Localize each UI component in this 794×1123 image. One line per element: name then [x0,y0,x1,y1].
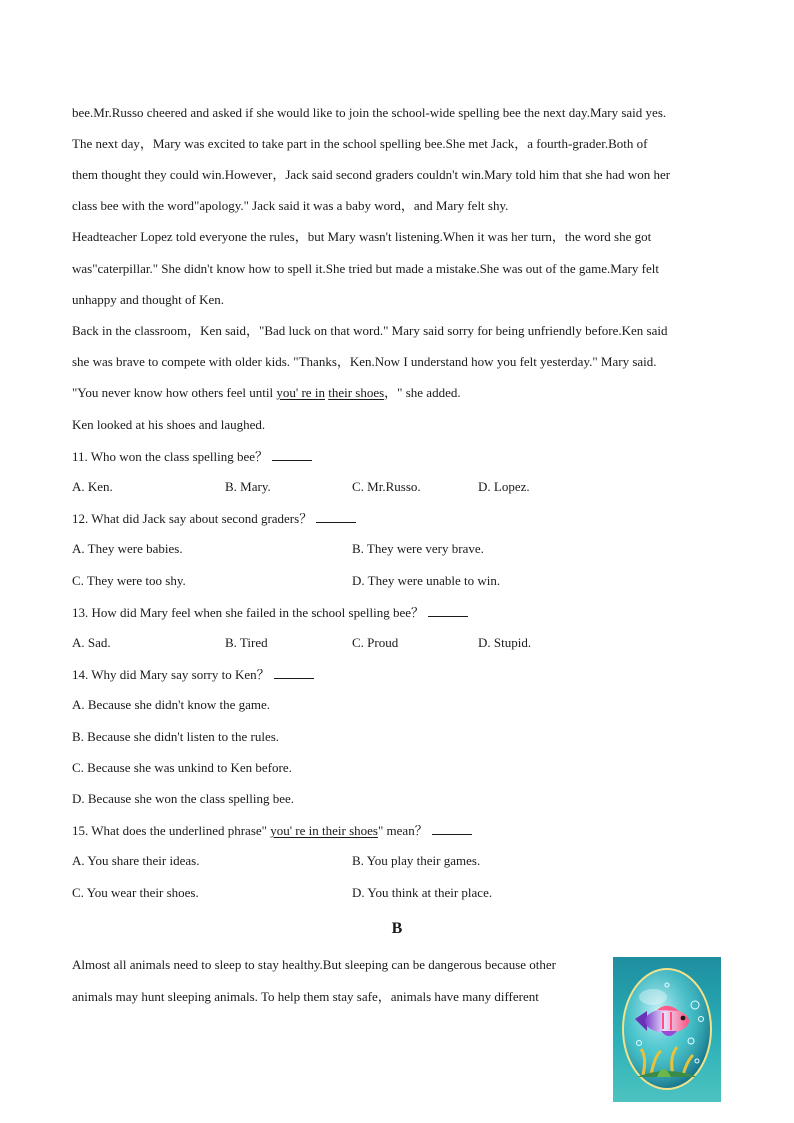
question-stem: 11. Who won the class spelling bee？ [72,449,269,464]
answer-blank[interactable] [274,666,314,679]
option-a[interactable]: A. Ken. [72,479,113,494]
option-b[interactable]: B. Because she didn't listen to the rules. [72,729,280,744]
option-d[interactable]: D. Stupid. [478,635,532,650]
passage-line: Headteacher Lopez told everyone the rules，but Mary wasn't listening.When it was her turn，the word she got [72,229,652,244]
passage-line: was"caterpillar." She didn't know how to spell it.She tried but made a mistake.She was out of the game.Mary felt [72,261,659,276]
passage-line: The next day，Mary was excited to take part in the school spelling bee.She met Jack，a fourth-grader.Both of [72,136,648,151]
answer-blank[interactable] [432,822,472,835]
question-13 [72,604,468,621]
passage-line: Ken looked at his shoes and laughed. [72,417,266,432]
option-a[interactable]: A. You share their ideas. [72,853,200,868]
section-heading: B [391,920,403,937]
passage-line: bee.Mr.Russo cheered and asked if she would like to join the school-wide spelling bee the next day.Mary said yes. [72,105,667,120]
option-c[interactable]: C. Because she was unkind to Ken before. [72,760,292,775]
option-d[interactable]: D. They were unable to win. [352,573,501,588]
option-d[interactable]: D. Because she won the class spelling bee. [72,791,295,806]
underlined-phrase: their shoes [328,385,385,400]
option-c[interactable]: C. You wear their shoes. [72,885,199,900]
quote-text: "You never know how others feel until [72,385,277,400]
passage-line: she was brave to compete with older kids. "Thanks，Ken.Now I understand how you felt yesterday." Mary said. [72,354,657,369]
underlined-phrase: you' re in their shoes [270,823,378,838]
question-stem: " mean？ [377,823,428,838]
passage-line: unhappy and thought of Ken. [72,292,225,307]
passage-line: them thought they could win.However，Jack said second graders couldn't win.Mary told him that she had won her [72,167,671,182]
question-11 [72,448,312,465]
option-d[interactable]: D. You think at their place. [352,885,493,900]
option-b[interactable]: B. They were very brave. [352,541,484,556]
passage-line: class bee with the word"apology." Jack said it was a baby word，and Mary felt shy. [72,198,509,213]
question-15 [72,822,472,839]
option-a[interactable]: A. Sad. [72,635,111,650]
quote-text: ，" she added. [384,385,461,400]
question-stem: 14. Why did Mary say sorry to Ken？ [72,667,270,682]
option-c[interactable]: C. Mr.Russo. [352,479,421,494]
option-d[interactable]: D. Lopez. [478,479,530,494]
option-b[interactable]: B. You play their games. [352,853,481,868]
option-c[interactable]: C. They were too shy. [72,573,186,588]
passage-line: animals may hunt sleeping animals. To help them stay safe，animals have many different [72,989,539,1004]
question-12 [72,510,356,527]
option-c[interactable]: C. Proud [352,635,399,650]
option-b[interactable]: B. Mary. [225,479,271,494]
answer-blank[interactable] [272,448,312,461]
question-stem: 15. What does the underlined phrase" [72,823,271,838]
question-14 [72,666,314,683]
question-stem: 13. How did Mary feel when she failed in the school spelling bee？ [72,605,424,620]
option-b[interactable]: B. Tired [225,635,268,650]
answer-blank[interactable] [428,604,468,617]
option-a[interactable]: A. Because she didn't know the game. [72,697,271,712]
passage-quote-line [72,385,461,401]
answer-blank[interactable] [316,510,356,523]
passage-line: Back in the classroom，Ken said，"Bad luck on that word." Mary said sorry for being unfriendly before.Ken said [72,323,668,338]
question-stem: 12. What did Jack say about second graders？ [72,511,313,526]
underlined-phrase: you' re in [276,385,325,400]
fish-bubble-illustration [613,957,721,1102]
option-a[interactable]: A. They were babies. [72,541,183,556]
fish-bubble-image [613,957,721,1102]
passage-line: Almost all animals need to sleep to stay healthy.But sleeping can be dangerous because other [72,957,556,972]
